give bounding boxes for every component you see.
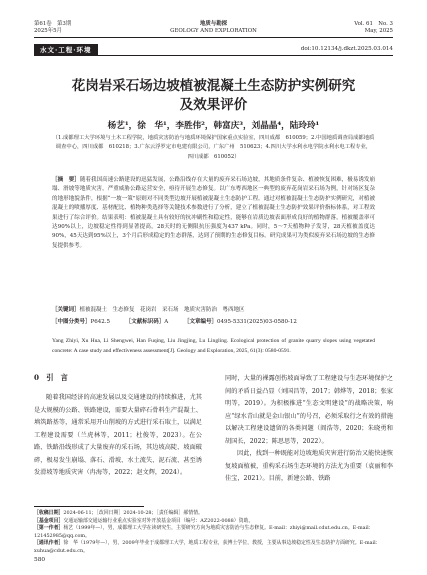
header-journal	[150, 21, 277, 35]
first-author-label: ［第一作者］	[34, 525, 64, 532]
article-no-label: ［文章编号］	[183, 319, 217, 325]
clc-value: P642.5	[90, 319, 110, 325]
footnote-rule	[34, 506, 144, 507]
intro-paragraph: 随着我国经济的高速发展以及交通建设的持续推进，尤其是大规模的公路、铁路建设，需要大量碎石骨料生产混凝土、填筑路基等，通常采用开山削坡的方式进行采石取土，以满足工程建设需要（兰虎林等，2011；杜俊等，2023）。在公路、铁路沿线形成了大量废弃的采石场，其边坡高陡、坡面破碎，极易发生崩塌、落石、滑坡、水土流失、泥石流、甚至诱发滑坡等地质灾害（冉海等，2022；赵文辉，2024）。	[34, 394, 202, 476]
received-value: 2024-06-11；［改回日期］2024-10-28；［责任编辑］郝情情。	[63, 510, 203, 516]
article-no-value: 0495-5331(2025)03-0580-12	[216, 319, 297, 325]
abstract-text: 随着我国高速公路建设的迅猛发展，公路沿线存在大量的废弃采石场边坡，其地质条件复杂、植被恢复困难，极易诱发崩塌、滑坡等地质灾害，严重威胁公路运营安全，亟待开展生态修复。以广东粤西地区一典型的废弃花岗岩采石场为例，针对场区复杂的地形地貌条件，根据“一坡一策”原则对不同类型边坡开展植被混凝土生态防护工程。通过对植被混凝土生态防护实例研究，对植被混凝土的喷播厚度、基材配比、植物种类选择等关键技术参数进行了分析，建立了植被混凝土生态防护效果评价指标体系，对工程效果进行了综合评价。结果表明：植被混凝土具有较好的抗冲刷性和稳定性，能够在岩质边坡表面形成良好的植物群落，植被覆盖率可达90%以上，边坡稳定性得到显著提高，28天时的无侧限抗压强度为437 kPa。同时，5～7天植物种子发芽，28天植被盖度达90%，45天达到95%以上，3个月后形成稳定的生态群落，达到了预期的生态修复目标。研究成果可为类似废弃采石场边坡的生态修复提供参考。	[52, 177, 375, 249]
affiliation-line: 调查中心，四川成都 610218；3.广东云浮罗定市电建有限公司，广东广州 510623；4.四川大学水利水电学院水利水电工程专业，	[55, 144, 372, 151]
footnote-first-author	[34, 525, 393, 540]
intro-paragraph: 因此，找到一种既能对边坡地质灾害进行防治又能快速恢复坡面植被，重构采石场生态环境的方法尤为重要（袁丽和李佳宝，2021）。目前，新建公路、铁路	[225, 450, 393, 482]
keywords	[52, 306, 375, 314]
section-tag: 水文·工程·环境	[34, 44, 98, 55]
affiliation-line: 四川成都 610052）	[187, 153, 240, 160]
keywords-text: 植被混凝土 生态修复 花岗岩 采石场 地质灾害防治 粤西地区	[79, 307, 245, 313]
doi[interactable]: doi:10.12134/j.dkzt.2025.03.014	[300, 46, 393, 52]
intro-paragraph: 同时，大量的裸露创伤坡面导致了工程建设与生态环境保护之间的矛盾日益凸显（刘国昌等，2017；韩烨等，2018；张家明等，2019）。为积极推进“生态文明建设”的战略决策，响应“绿水青山就是金山银山”的号召，必须采取行之有效的措施以解决工程建设遗留的各类问题（阎浩等，2020；朱晓勇和胡国长，2022；陈思思等，2022）。	[225, 375, 393, 445]
corresponding-value: 徐 华（1979年—），男，2009年毕业于成都理工大学，地质工程专业，获博士学位，教授，主要从事边坡稳定性及生态防护方面研究。E-mail：xuhua@cdut.edu.cn。	[34, 540, 381, 554]
title-line-2: 及效果评价	[179, 97, 248, 113]
header-journal-en: GEOLOGY AND EXPLORATION	[170, 28, 257, 34]
header-issue-en	[354, 21, 393, 35]
section-rule	[34, 55, 393, 56]
abstract-label: ［摘 要］	[52, 177, 80, 183]
header-date-cn: 2025年5月	[34, 28, 62, 34]
affiliation-line: （1.成都理工大学环境与土木工程学院，地质灾害防治与地质环境保护国家重点实验室，四川成都 610059；2.中国地质调查局成都地质	[52, 135, 375, 141]
header-volume-en: Vol. 61 No. 3	[354, 21, 393, 27]
fund-value: 交通运输部交通运输行业重点实验室对外开放基金项目（编号：AZ2022-0088）资助。	[63, 517, 254, 524]
corresponding-label: ［通讯作者］	[34, 540, 64, 547]
affiliations	[52, 134, 375, 162]
page-number: 580	[34, 557, 46, 563]
doc-code-value: A	[164, 319, 169, 325]
fund-label: ［基金项目］	[34, 517, 64, 524]
keywords-label: ［关键词］	[52, 307, 80, 313]
authors: 杨艺¹，徐 华¹，李胜伟²，韩富庆³，刘晶晶⁴，陆玲玲¹	[107, 121, 320, 131]
clc-label: ［中图分类号］	[52, 319, 91, 325]
header-issue	[34, 21, 71, 35]
intro-left-column	[34, 392, 202, 480]
header-rule	[34, 37, 393, 38]
doc-code-label: ［文献标识码］	[125, 319, 165, 325]
intro-right-column	[225, 373, 393, 486]
intro-heading: 0 引 言	[34, 373, 68, 382]
first-author-value: 杨艺（1999年—），男，成都理工大学在读研究生，主要研究方向为地质灾害防治与生态修复。E-mail：zhiyi@mail.cdut.edu.cn。E-mail：121452985@qq.com。	[34, 525, 374, 539]
footnote	[34, 510, 393, 556]
header-volume-cn: 第61卷 第3期	[34, 21, 72, 27]
header-journal-cn: 地质与勘探	[200, 21, 227, 27]
footnote-corresponding	[34, 540, 393, 555]
abstract	[52, 176, 375, 251]
footnote-received	[34, 510, 393, 518]
citation: Yang Zhiyi, Xu Hua, Li Shengwei, Han Fuqing, Liu Jingjing, Lu Lingling. Ecological protection of granite quarry slopes using vegetated concrete: A case study and effectiveness assessment[J]. Geology and Exploration, 2025, 61(3): 0580-0591.	[52, 338, 375, 354]
received-label: ［收稿日期］	[34, 510, 64, 516]
title-line-1: 花岗岩采石场边坡植被混凝土生态防护实例研究	[71, 78, 356, 94]
header-date-en: May, 2025	[364, 28, 393, 34]
article-title	[34, 77, 393, 115]
classification	[52, 318, 375, 326]
